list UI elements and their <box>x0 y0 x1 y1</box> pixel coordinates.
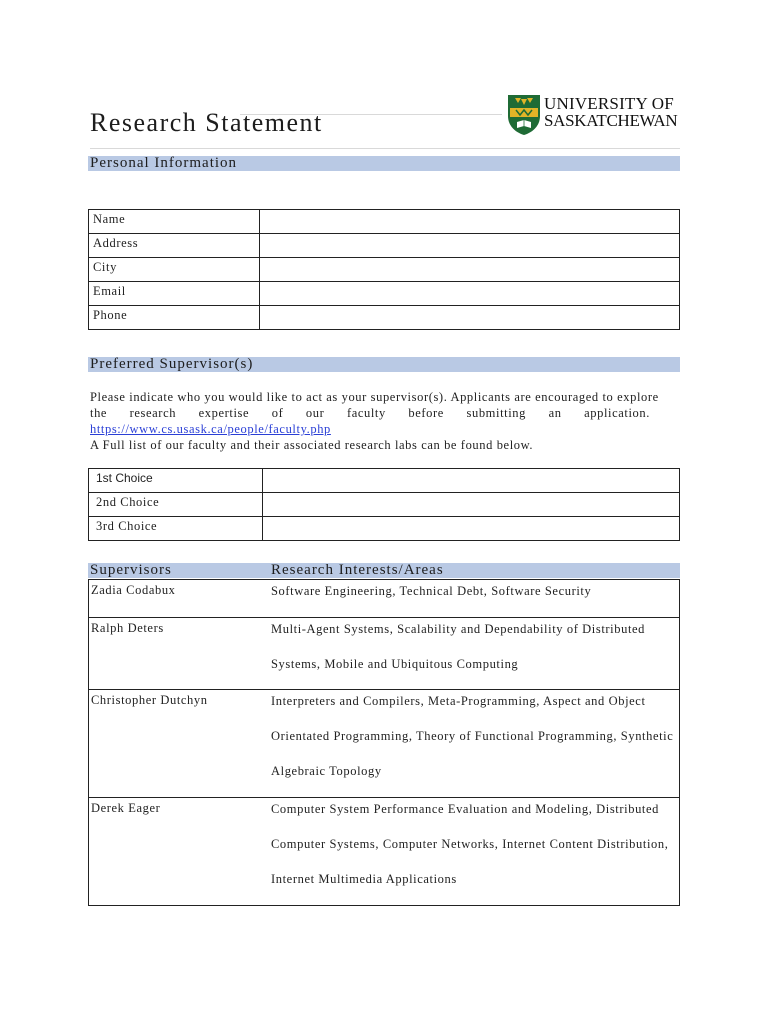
logo-line1: UNIVERSITY OF <box>544 94 674 113</box>
info-row <box>89 306 680 330</box>
logo-line2: SASKATCHEWAN <box>544 111 678 130</box>
supervisor-row <box>89 690 680 798</box>
preferred-supervisor-heading: Preferred Supervisor(s) <box>88 357 680 372</box>
intro-word: research <box>129 406 177 420</box>
info-value-field[interactable] <box>260 282 680 306</box>
intro-line-2 <box>90 405 650 421</box>
choice-value-field[interactable] <box>263 469 680 493</box>
supervisor-name: Zadia Codabux <box>89 580 270 618</box>
info-label: Email <box>89 282 260 306</box>
personal-info-heading: Personal Information <box>88 156 680 171</box>
supervisors-table <box>88 579 680 906</box>
intro-word: application. <box>584 406 650 420</box>
faculty-note: A Full list of our faculty and their associated research labs can be found below. <box>90 438 534 452</box>
info-row <box>89 234 680 258</box>
info-value-field[interactable] <box>260 306 680 330</box>
interests-column-header: Research Interests/Areas <box>271 562 444 578</box>
info-value-field[interactable] <box>260 258 680 282</box>
intro-word: of <box>271 406 284 420</box>
supervisor-choice-table <box>88 468 680 541</box>
supervisor-interests: Multi-Agent Systems, Scalability and Dependability of Distributed Systems, Mobile and Ubiquitous Computing <box>269 612 680 684</box>
info-label: City <box>89 258 260 282</box>
info-label: Name <box>89 210 260 234</box>
info-row <box>89 210 680 234</box>
info-value-field[interactable] <box>260 234 680 258</box>
info-label: Phone <box>89 306 260 330</box>
info-label: Address <box>89 234 260 258</box>
info-row <box>89 282 680 306</box>
choice-row <box>89 493 680 517</box>
choice-label: 2nd Choice <box>89 493 263 517</box>
choice-row <box>89 517 680 541</box>
supervisors-column-header: Supervisors <box>90 562 172 578</box>
supervisor-name: Christopher Dutchyn <box>89 690 270 798</box>
intro-word: expertise <box>198 406 250 420</box>
choice-label: 1st Choice <box>89 469 263 493</box>
intro-word: our <box>305 406 325 420</box>
intro-word: faculty <box>346 406 386 420</box>
intro-line-1: Please indicate who you would like to act as your supervisor(s). Applicants are encouraged to explore <box>90 390 659 404</box>
supervisor-row <box>89 618 680 690</box>
faculty-link[interactable]: https://www.cs.usask.ca/people/faculty.php <box>90 422 331 436</box>
intro-word: the <box>90 406 108 420</box>
page-title: Research Statement <box>90 108 323 137</box>
supervisor-row <box>89 798 680 906</box>
choice-value-field[interactable] <box>263 517 680 541</box>
choice-value-field[interactable] <box>263 493 680 517</box>
logo-wordmark <box>544 95 677 129</box>
personal-info-table <box>88 209 680 330</box>
shield-icon <box>507 94 541 136</box>
title-underline <box>90 148 680 149</box>
supervisor-interests: Interpreters and Compilers, Meta-Programming, Aspect and Object Orientated Programming, Theory of Functional Programming, Synthetic Algebraic Topology <box>269 684 680 792</box>
choice-row <box>89 469 680 493</box>
intro-word: before <box>408 406 444 420</box>
preferred-intro <box>90 389 659 453</box>
info-row <box>89 258 680 282</box>
supervisor-name: Ralph Deters <box>89 618 270 690</box>
choice-label: 3rd Choice <box>89 517 263 541</box>
university-logo <box>507 94 683 138</box>
intro-word: an <box>548 406 562 420</box>
supervisor-interests: Software Engineering, Technical Debt, Software Security <box>269 574 680 612</box>
supervisor-name: Derek Eager <box>89 798 270 906</box>
info-value-field[interactable] <box>260 210 680 234</box>
intro-word: submitting <box>466 406 526 420</box>
supervisor-interests: Computer System Performance Evaluation and Modeling, Distributed Computer Systems, Computer Networks, Internet Content Distribution, Internet Multimedia Applications <box>269 792 680 900</box>
